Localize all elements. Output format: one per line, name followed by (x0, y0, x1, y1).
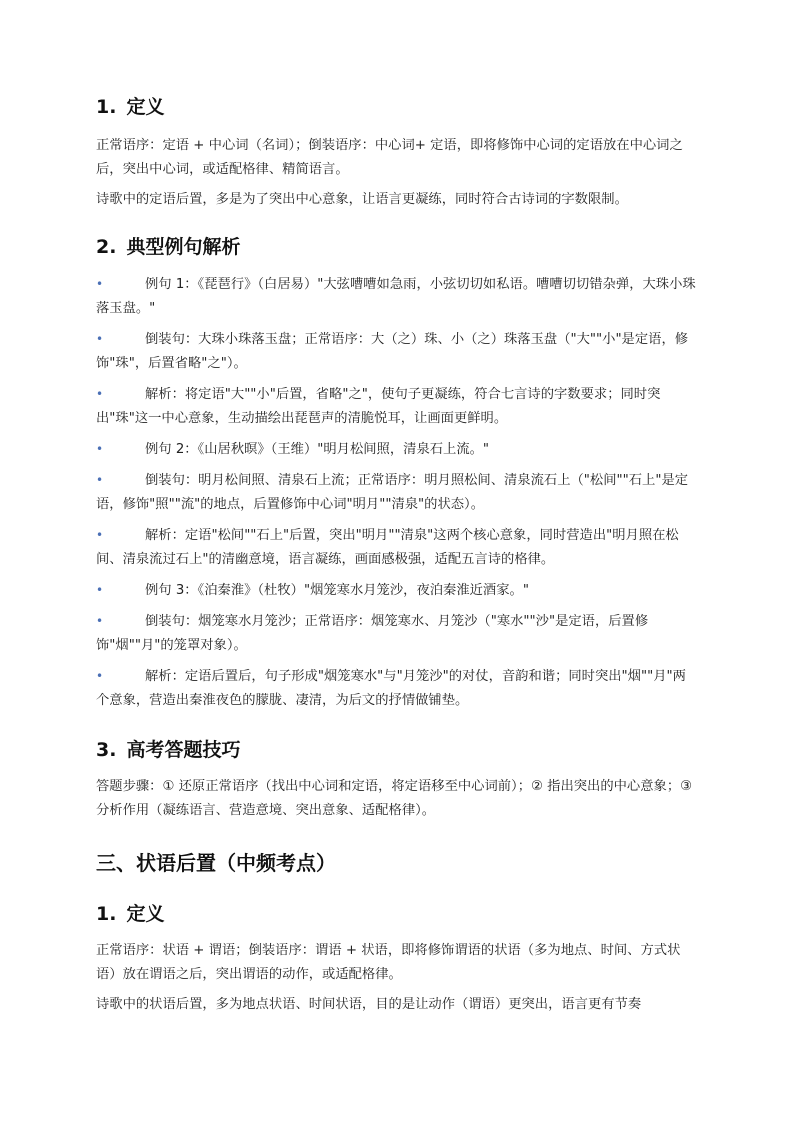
paragraph: 正常语序：定语 + 中心词（名词）；倒装语序：中心词+ 定语，即将修饰中心词的定语放在中心词之后，突出中心词，或适配格律、精简语言。 (96, 138, 683, 177)
bullet-icon: • (96, 277, 104, 291)
list-item (96, 523, 698, 572)
heading-text: 定义 (126, 903, 165, 925)
section-heading-definition (96, 901, 698, 927)
paragraph: 答题步骤：① 还原正常语序（找出中心词和定语，将定语移至中心词前）；② 指出突出的中心意象；③ 分析作用（凝练语言、营造意境、突出意象、适配格律）。 (96, 779, 693, 818)
bullet-icon: • (96, 332, 104, 346)
list-item-text: 倒装句：烟笼寒水月笼沙；正常语序：烟笼寒水、月笼沙（"寒水""沙"是定语，后置修饰"烟""月"的笼罩对象）。 (96, 614, 649, 653)
list-item-text: 例句 3：《泊秦淮》（杜牧）"烟笼寒水月笼沙，夜泊秦淮近酒家。" (145, 583, 529, 598)
bullet-icon: • (96, 473, 104, 487)
section-heading-definition (96, 94, 698, 120)
list-item (96, 468, 698, 517)
paragraph: 正常语序：状语 + 谓语；倒装语序：谓语 + 状语，即将修饰谓语的状语（多为地点、时间、方式状语）放在谓语之后，突出谓语的动作，或适配格律。 (96, 943, 681, 982)
heading-text: 定义 (126, 96, 165, 118)
heading-number: 3. (96, 739, 117, 761)
paragraph: 诗歌中的定语后置，多是为了突出中心意象，让语言更凝练，同时符合古诗词的字数限制。 (96, 192, 628, 207)
list-item (96, 578, 698, 603)
chapter-title: 三、状语后置（中频考点） (96, 851, 336, 875)
heading-number: 1. (96, 903, 117, 925)
bullet-icon: • (96, 614, 104, 628)
list-item (96, 437, 698, 462)
list-item-text: 倒装句：明月松间照、清泉石上流；正常语序：明月照松间、清泉流石上（"松间""石上"是定语，修饰"照""流"的地点，后置修饰中心词"明月""清泉"的状态）。 (96, 473, 689, 512)
bullet-icon: • (96, 442, 104, 456)
list-item-text: 解析：将定语"大""小"后置，省略"之"，使句子更凝练，符合七言诗的字数要求；同时突出"珠"这一中心意象，生动描绘出琵琶声的清脆悦耳，让画面更鲜明。 (96, 387, 661, 426)
list-item-text: 例句 1：《琵琶行》（白居易）"大弦嘈嘈如急雨，小弦切切如私语。嘈嘈切切错杂弹，大珠小珠落玉盘。" (96, 277, 696, 316)
bullet-icon: • (96, 669, 104, 683)
list-item (96, 382, 698, 431)
list-item-text: 例句 2：《山居秋暝》（王维）"明月松间照，清泉石上流。" (145, 442, 490, 457)
heading-number: 1. (96, 96, 117, 118)
section-heading-exam-tips (96, 737, 698, 763)
list-item-text: 解析：定语"松间""石上"后置，突出"明月""清泉"这两个核心意象，同时营造出"明月照在松间、清泉流过石上"的清幽意境，语言凝练，画面感极强，适配五言诗的格律。 (96, 528, 679, 567)
bullet-icon: • (96, 583, 104, 597)
list-item-text: 倒装句：大珠小珠落玉盘；正常语序：大（之）珠、小（之）珠落玉盘（"大""小"是定语，修饰"珠"，后置省略"之"）。 (96, 332, 689, 371)
list-item (96, 272, 698, 321)
paragraph: 诗歌中的状语后置，多为地点状语、时间状语，目的是让动作（谓语）更突出，语言更有节奏 (96, 997, 642, 1012)
list-item (96, 327, 698, 376)
list-item-text: 解析：定语后置后，句子形成"烟笼寒水"与"月笼沙"的对仗，音韵和谐；同时突出"烟""月"两个意象，营造出秦淮夜色的朦胧、凄清，为后文的抒情做铺垫。 (96, 669, 686, 708)
heading-text: 典型例句解析 (126, 236, 241, 258)
heading-text: 高考答题技巧 (126, 739, 241, 761)
list-item (96, 664, 698, 713)
list-item (96, 609, 698, 658)
bullet-icon: • (96, 528, 104, 542)
bullet-icon: • (96, 387, 104, 401)
section-heading-examples (96, 234, 698, 260)
heading-number: 2. (96, 236, 117, 258)
